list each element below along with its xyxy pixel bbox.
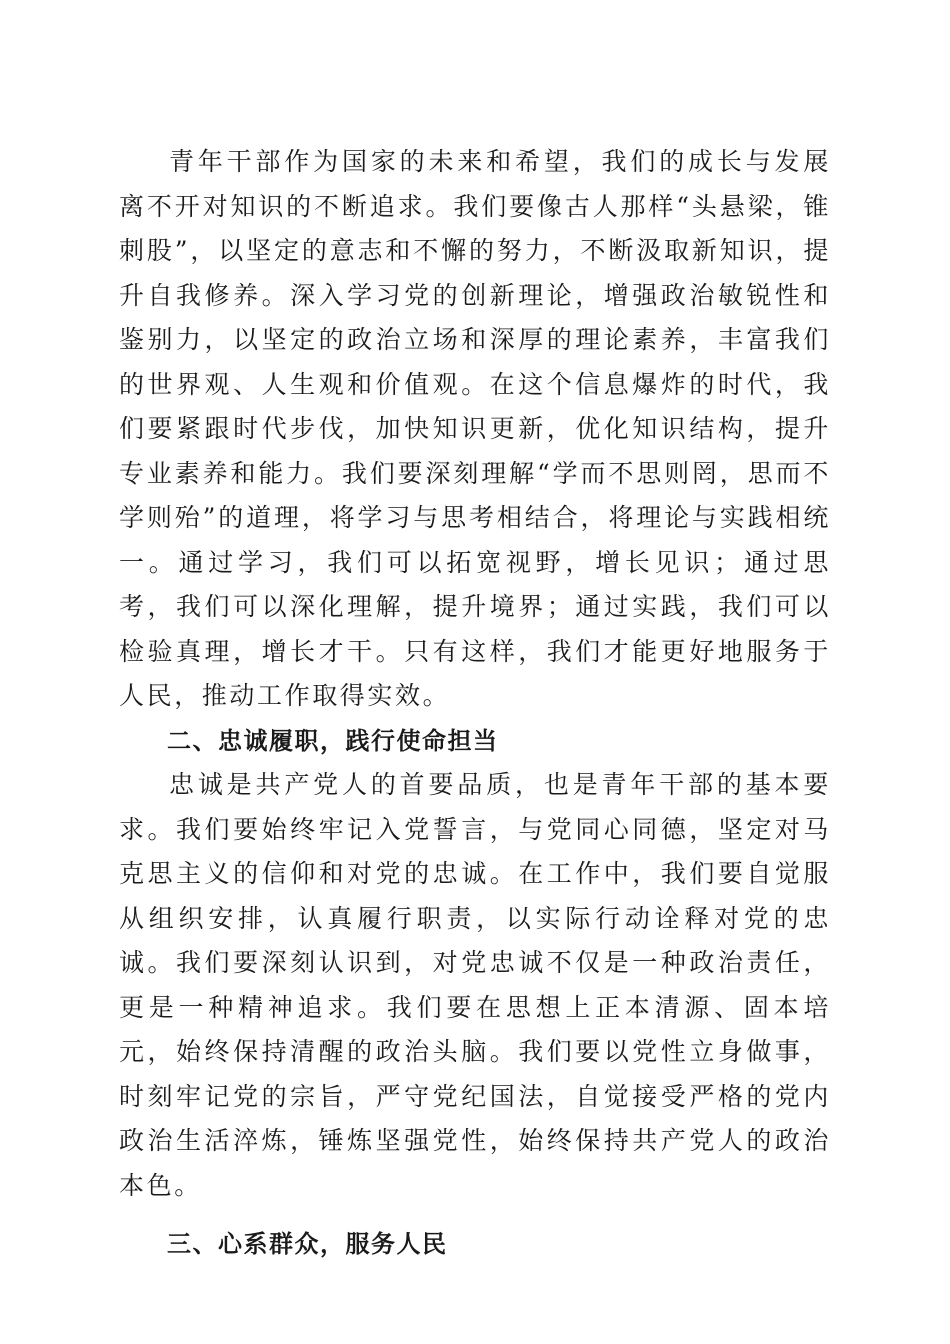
section-heading-serve-people: 三、心系群众，服务人民 bbox=[167, 1230, 448, 1258]
document-body bbox=[119, 140, 831, 1267]
paragraph-learning: 青年干部作为国家的未来和希望，我们的成长与发展离不开对知识的不断追求。我们要像古人那样“头悬梁，锥刺股”，以坚定的意志和不懈的努力，不断汲取新知识，提升自我修养。深入学习党的创新理论，增强政治敏锐性和鉴别力，以坚定的政治立场和深厚的理论素养，丰富我们的世界观、人生观和价值观。在这个信息爆炸的时代，我们要紧跟时代步伐，加快知识更新，优化知识结构，提升专业素养和能力。我们要深刻理解“学而不思则罔，思而不学则殆”的道理，将学习与思考相结合，将理论与实践相统一。通过学习，我们可以拓宽视野，增长见识；通过思考，我们可以深化理解，提升境界；通过实践，我们可以检验真理，增长才干。只有这样，我们才能更好地服务于人民，推动工作取得实效。 bbox=[119, 147, 831, 710]
section-heading-loyalty: 二、忠诚履职，践行使命担当 bbox=[167, 726, 499, 755]
paragraph-loyalty: 忠诚是共产党人的首要品质，也是青年干部的基本要求。我们要始终牢记入党誓言，与党同心同德，坚定对马克思主义的信仰和对党的忠诚。在工作中，我们要自觉服从组织安排，认真履行职责，以实际行动诠释对党的忠诚。我们要深刻认识到，对党忠诚不仅是一种政治责任，更是一种精神追求。我们要在思想上正本清源、固本培元，始终保持清醒的政治头脑。我们要以党性立身做事，时刻牢记党的宗旨，严守党纪国法，自觉接受严格的党内政治生活淬炼，锤炼坚强党性，始终保持共产党人的政治本色。 bbox=[119, 770, 831, 1200]
